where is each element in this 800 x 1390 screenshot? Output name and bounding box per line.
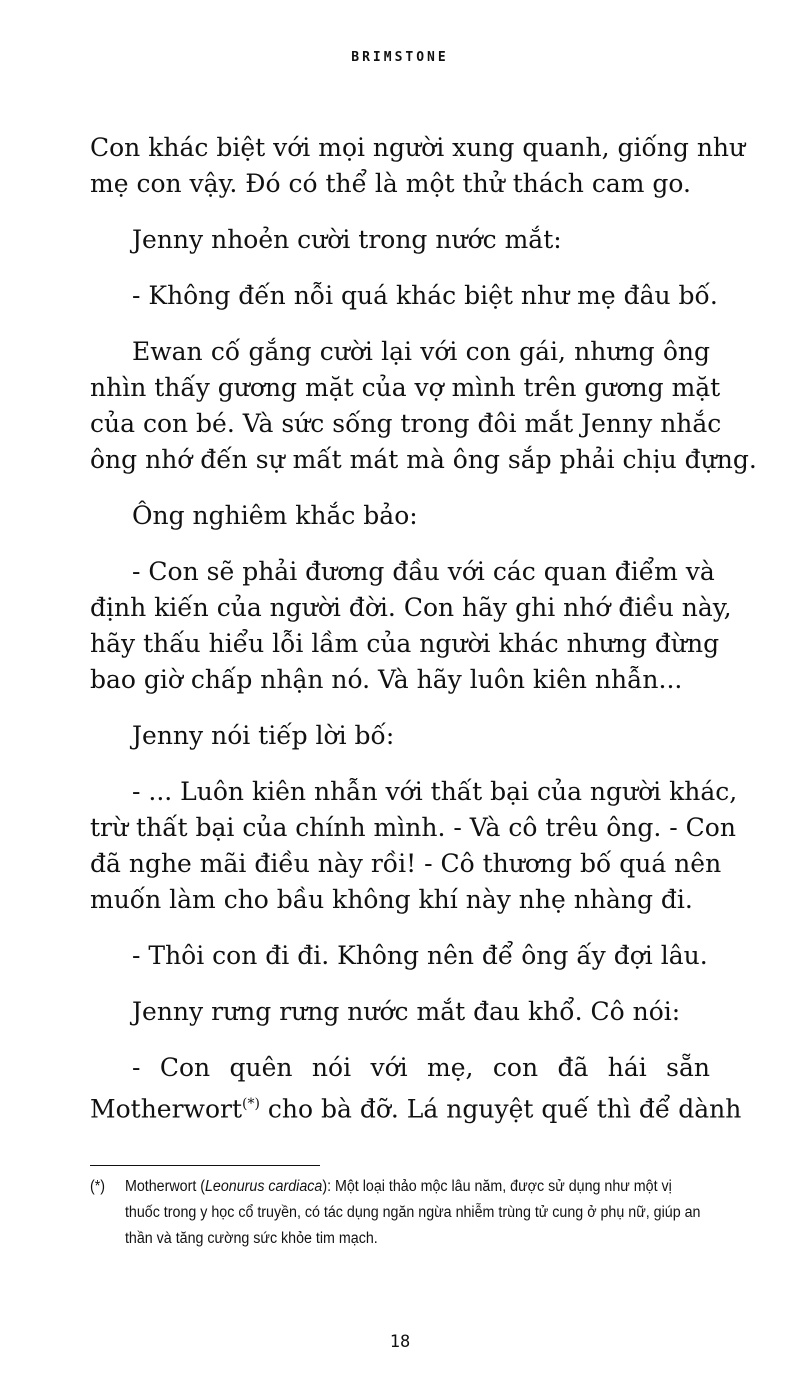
footnote-ref: (*) — [242, 1096, 260, 1112]
footnote-text: ): Một loại thảo mộc lâu năm, được sử dụng như một vị thuốc trong y học cổ truyền, có tác dụng ngăn ngừa nhiễm trùng tử cung ở phụ nữ, giúp an thần và tăng cường sức khỏe tim mạch. — [124, 1178, 701, 1247]
text-line: hãy thấu hiểu lỗi lầm của người khác nhưng đừng — [90, 629, 720, 658]
text-line: Jenny rưng rưng nước mắt đau khổ. Cô nói: — [132, 997, 681, 1026]
paragraph — [90, 994, 710, 1030]
paragraph — [90, 554, 732, 698]
paragraph — [90, 774, 738, 918]
footnote-divider — [90, 1165, 320, 1166]
text-line: mẹ con vậy. Đó có thể là một thử thách cam go. — [90, 169, 691, 198]
running-header: BRIMSTONE — [351, 50, 449, 65]
text-line: Ông nghiêm khắc bảo: — [132, 501, 418, 530]
footnote-latin: Leonurus cardiaca — [205, 1178, 323, 1195]
text: cho bà đỡ. Lá nguyệt quế thì để dành — [259, 1094, 742, 1124]
text-line: ông nhớ đến sự mất mát mà ông sắp phải chịu đựng. — [90, 445, 757, 474]
paragraph — [90, 1050, 742, 1124]
text-line: muốn làm cho bầu không khí này nhẹ nhàng đi. — [90, 885, 693, 914]
paragraph — [90, 130, 746, 202]
text-line: - Thôi con đi đi. Không nên để ông ấy đợi lâu. — [132, 941, 708, 970]
text-line: Ewan cố gắng cười lại với con gái, nhưng ông — [132, 337, 710, 366]
text: Motherwort — [90, 1094, 242, 1124]
text-line: - Không đến nỗi quá khác biệt như mẹ đâu bố. — [132, 281, 718, 310]
paragraph — [90, 334, 757, 478]
paragraph — [90, 718, 710, 754]
footnote — [90, 1174, 701, 1252]
text-line: định kiến của người đời. Con hãy ghi nhớ điều này, — [90, 593, 732, 622]
text-line — [90, 1086, 742, 1124]
text-line: - Con sẽ phải đương đầu với các quan điểm và — [132, 557, 715, 586]
footnote-term: Motherwort ( — [124, 1178, 205, 1195]
paragraph — [90, 498, 710, 534]
text-line: bao giờ chấp nhận nó. Và hãy luôn kiên nhẫn... — [90, 665, 683, 694]
text-line: nhìn thấy gương mặt của vợ mình trên gương mặt — [90, 373, 721, 402]
text-line: - Con quên nói với mẹ, con đã hái sẵn — [132, 1053, 710, 1082]
paragraph — [90, 278, 718, 314]
text-line: - ... Luôn kiên nhẫn với thất bại của người khác, — [132, 777, 738, 806]
paragraph — [90, 938, 710, 974]
text-line: Con khác biệt với mọi người xung quanh, giống như — [90, 133, 746, 162]
footnote-mark: (*) — [90, 1178, 106, 1195]
paragraph — [90, 222, 710, 258]
text-line: của con bé. Và sức sống trong đôi mắt Jenny nhắc — [90, 409, 722, 438]
page-number: 18 — [389, 1332, 411, 1352]
text-line: đã nghe mãi điều này rồi! - Cô thương bố quá nên — [90, 849, 722, 878]
body-text — [90, 130, 757, 1142]
text-line: Jenny nhoẻn cười trong nước mắt: — [132, 225, 562, 254]
text-line: Jenny nói tiếp lời bố: — [132, 721, 395, 750]
text-line: trừ thất bại của chính mình. - Và cô trêu ông. - Con — [90, 813, 736, 842]
